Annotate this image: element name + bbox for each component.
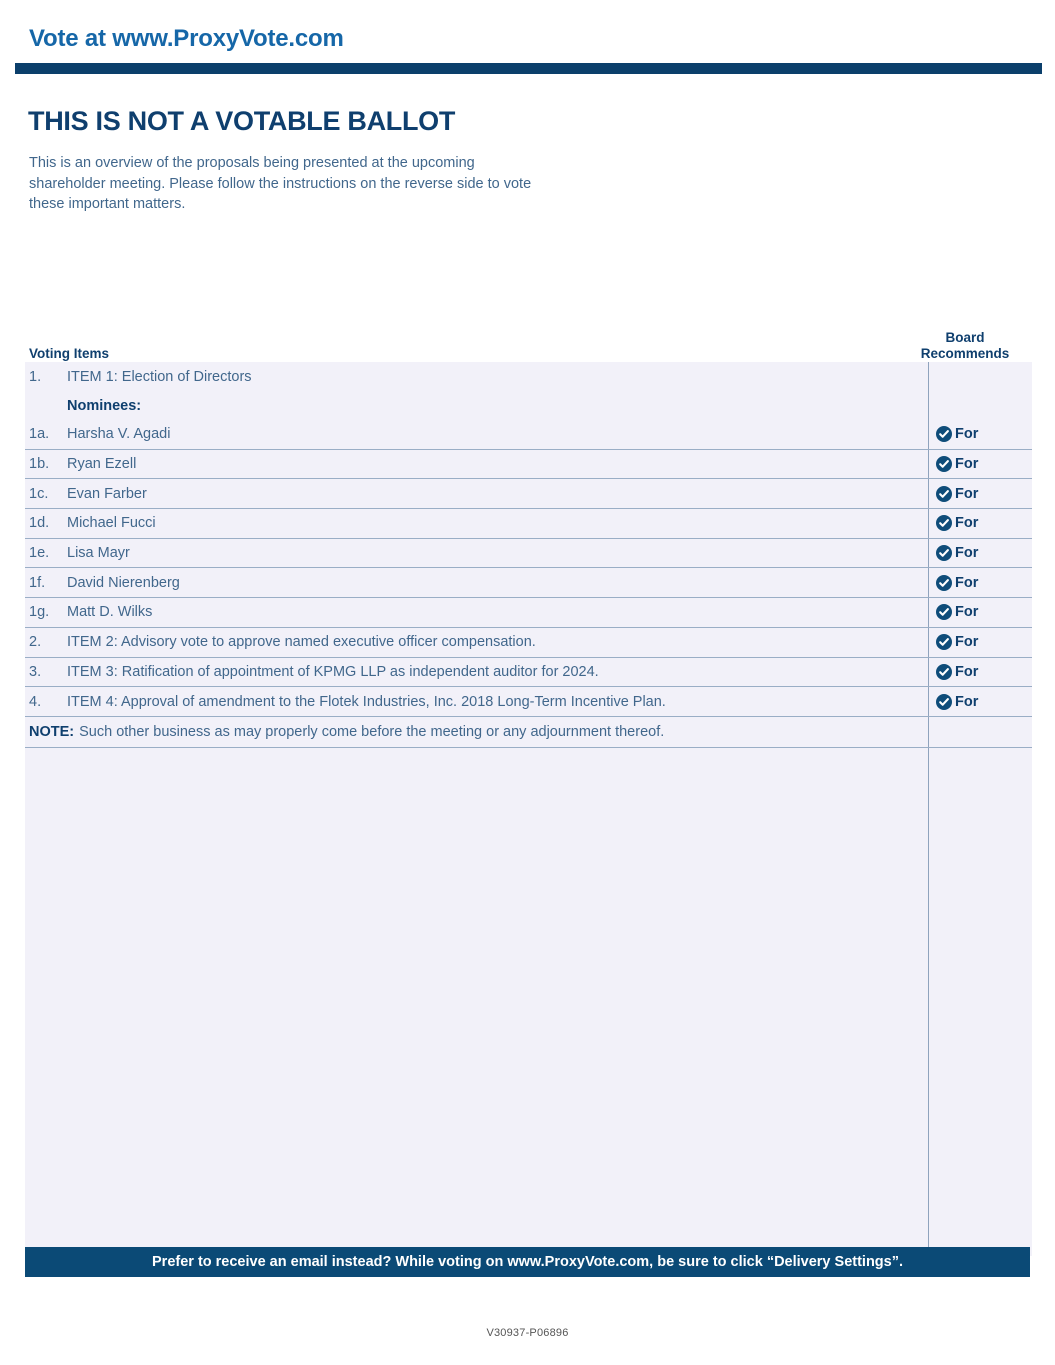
board-recommendation-cell (928, 694, 1032, 710)
delivery-settings-message: Prefer to receive an email instead? While voting on www.ProxyVote.com, be sure to click “Delivery Settings”. (152, 1254, 903, 1270)
row-label: ITEM 3: Ratification of appointment of KPMG LLP as independent auditor for 2024. (67, 663, 599, 680)
row-item-cell (25, 515, 928, 531)
recommendation (936, 664, 978, 680)
recommendation-label: For (955, 663, 979, 680)
recommendation-label: For (955, 634, 979, 651)
row-label: David Nierenberg (67, 574, 180, 591)
note-label: NOTE: (29, 723, 75, 740)
row-number: 1f. (29, 574, 46, 591)
table-header (25, 318, 1032, 362)
board-recommendation-cell (928, 575, 1032, 591)
table-body (25, 362, 1032, 1256)
proxyvote-title: Vote at www.ProxyVote.com (29, 25, 344, 52)
table-row (25, 687, 1032, 717)
table-row (25, 628, 1032, 658)
row-item-cell (25, 575, 928, 591)
board-recommendation-cell (928, 545, 1032, 561)
board-recommendation-cell (928, 634, 1032, 650)
recommendation-label: For (955, 693, 979, 710)
recommendation (936, 426, 978, 442)
table-filler-area (25, 748, 1032, 1256)
board-recommendation-cell (928, 456, 1032, 472)
row-item-cell (25, 694, 928, 710)
row-number: 1e. (29, 545, 50, 562)
row-item-cell (25, 634, 928, 650)
note-text: Such other business as may properly come before the meeting or any adjournment thereof. (79, 723, 665, 740)
row-number: 3. (29, 663, 42, 680)
row-label: Matt D. Wilks (67, 604, 153, 621)
board-recommendation-cell (928, 604, 1032, 620)
board-recommendation-cell (928, 426, 1032, 442)
row-item-cell (25, 426, 928, 442)
table-row (25, 479, 1032, 509)
table-row (25, 658, 1032, 688)
recommendation (936, 604, 978, 620)
check-circle-icon (936, 486, 952, 502)
row-number: 1g. (29, 604, 50, 621)
column-header-board-line1: Board (945, 330, 985, 345)
recommendation (936, 456, 978, 472)
row-label: ITEM 4: Approval of amendment to the Flotek Industries, Inc. 2018 Long-Term Incentive Plan. (67, 693, 666, 710)
delivery-settings-banner (25, 1247, 1030, 1277)
row-item-cell (25, 456, 928, 472)
recommendation (936, 486, 978, 502)
row-number: 4. (29, 693, 42, 710)
check-circle-icon (936, 515, 952, 531)
check-circle-icon (936, 634, 952, 650)
row-number: 1. (29, 369, 42, 385)
recommendation (936, 545, 978, 561)
table-row (25, 450, 1032, 480)
column-header-voting-items: Voting Items (29, 346, 110, 361)
check-circle-icon (936, 575, 952, 591)
row-number: 1d. (29, 515, 50, 532)
row-label: Nominees: (67, 398, 142, 414)
check-circle-icon (936, 664, 952, 680)
table-row (25, 568, 1032, 598)
recommendation (936, 634, 978, 650)
voting-items-table (25, 318, 1032, 1256)
intro-paragraph: This is an overview of the proposals being presented at the upcoming shareholder meeting. Please follow the instructions on the reverse side to vote these important matters. (29, 155, 532, 212)
board-recommendation-cell (928, 515, 1032, 531)
recommendation-label: For (955, 545, 979, 562)
page-title: THIS IS NOT A VOTABLE BALLOT (28, 106, 456, 136)
board-recommendation-cell (928, 486, 1032, 502)
column-header-board-line2: Recommends (920, 346, 1010, 361)
check-circle-icon (936, 545, 952, 561)
row-item-cell (25, 545, 928, 561)
table-row (25, 539, 1032, 569)
check-circle-icon (936, 604, 952, 620)
check-circle-icon (936, 426, 952, 442)
row-item-cell (25, 604, 928, 620)
recommendation (936, 694, 978, 710)
recommendation (936, 515, 978, 531)
row-number: 2. (29, 634, 42, 651)
table-row (25, 362, 1032, 392)
table-row (25, 598, 1032, 628)
board-recommendation-cell (928, 664, 1032, 680)
note-row (25, 717, 1032, 748)
row-label: ITEM 2: Advisory vote to approve named executive officer compensation. (67, 634, 536, 651)
row-item-cell (25, 398, 928, 414)
column-header-board-recommends (900, 330, 1030, 362)
row-number: 1c. (29, 485, 49, 502)
document-code: V30937-P06896 (486, 1327, 569, 1339)
check-circle-icon (936, 694, 952, 710)
table-row (25, 420, 1032, 450)
header-divider-rule (15, 63, 1042, 74)
recommendation-label: For (955, 485, 979, 502)
row-label: Lisa Mayr (67, 545, 130, 562)
recommendation-label: For (955, 574, 979, 591)
recommendation-label: For (955, 426, 979, 443)
row-item-cell (25, 664, 928, 680)
row-label: Evan Farber (67, 485, 147, 502)
row-label: ITEM 1: Election of Directors (67, 369, 252, 385)
row-number: 1a. (29, 426, 50, 443)
row-label: Michael Fucci (67, 515, 156, 532)
recommendation (936, 575, 978, 591)
row-item-cell (25, 486, 928, 502)
table-row (25, 509, 1032, 539)
row-number: 1b. (29, 456, 50, 473)
recommendation-label: For (955, 515, 979, 532)
check-circle-icon (936, 456, 952, 472)
row-label: Ryan Ezell (67, 456, 137, 473)
row-item-cell (25, 369, 928, 385)
recommendation-label: For (955, 604, 979, 621)
row-label: Harsha V. Agadi (67, 426, 171, 443)
recommendation-label: For (955, 456, 979, 473)
table-row (25, 392, 1032, 420)
